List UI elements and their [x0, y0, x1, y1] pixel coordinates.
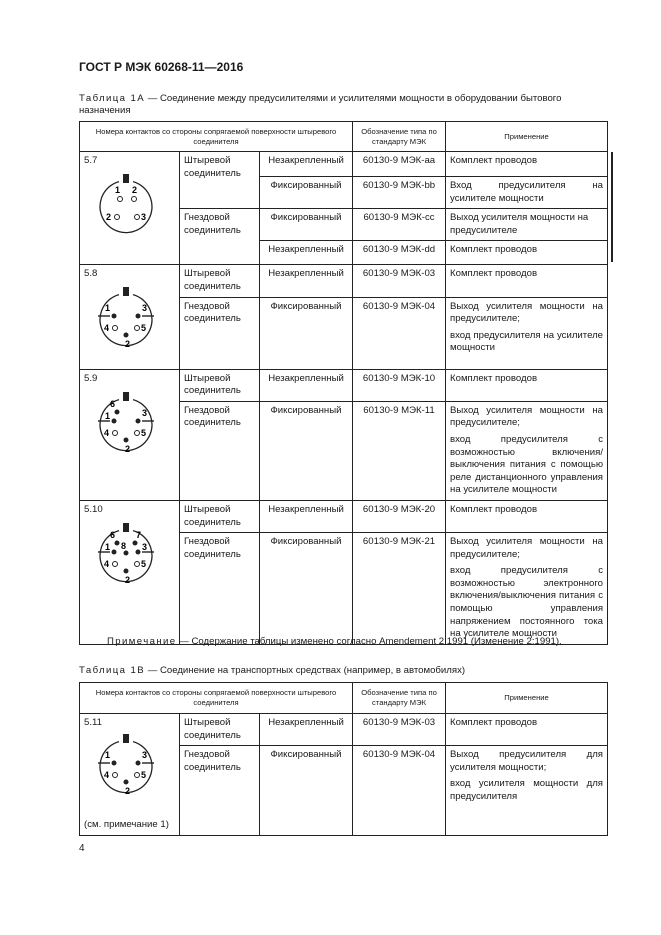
- connector-type: Гнездовой соединитель: [180, 746, 260, 836]
- diagram-footnote: (см. примечание 1): [84, 818, 169, 830]
- usage-line: Выход усилителя мощности на предусилителе;: [450, 536, 604, 560]
- usage-line: вход усилителя мощности для предусилителя: [450, 778, 604, 802]
- pin-label: 1: [105, 303, 111, 314]
- fixing-type: Незакрепленный: [260, 500, 353, 532]
- table-row: [80, 500, 608, 532]
- table-row: [80, 152, 608, 177]
- pin-label: 3: [142, 541, 148, 552]
- fixing-type: Фиксированный: [260, 177, 353, 209]
- table-row: [80, 369, 608, 401]
- pin-label: 4: [104, 323, 110, 334]
- pin-label: 2: [125, 574, 131, 585]
- pin-label: 2: [125, 786, 131, 796]
- pin-label: 3: [141, 212, 147, 222]
- usage: [446, 401, 608, 500]
- table-1b-caption: [79, 665, 609, 677]
- fixing-type: Незакрепленный: [260, 265, 353, 297]
- connector-type: Гнездовой соединитель: [180, 401, 260, 500]
- pin-label: 3: [142, 303, 148, 314]
- pin-diagram-5-7: [92, 174, 162, 236]
- header-usage: Применение: [446, 122, 608, 152]
- fixing-type: Незакрепленный: [260, 714, 353, 746]
- fixing-type: Фиксированный: [260, 533, 353, 645]
- header-contacts: Номера контактов со стороны сопрягаемой поверхности штыревого соединителя: [80, 683, 353, 714]
- change-bar: [611, 152, 613, 262]
- fixing-type: Фиксированный: [260, 746, 353, 836]
- table-row: [80, 714, 608, 746]
- usage-line: вход предусилителя на усилителе мощности: [450, 329, 604, 354]
- fixing-type: Незакрепленный: [260, 369, 353, 401]
- pin-label: 2: [106, 212, 112, 222]
- pin-label: 4: [104, 770, 110, 780]
- pin-label: 4: [104, 558, 110, 569]
- type-code: 60130-9 МЭК-04: [353, 746, 446, 836]
- connector-type: Штыревой соединитель: [180, 714, 260, 746]
- type-code: 60130-9 МЭК-10: [353, 369, 446, 401]
- connector-type: Штыревой соединитель: [180, 369, 260, 401]
- document-header: ГОСТ Р МЭК 60268-11—2016: [79, 60, 244, 74]
- usage: Комплект проводов: [446, 265, 608, 297]
- fixing-type: Незакрепленный: [260, 241, 353, 265]
- pin-label: 6: [110, 398, 116, 409]
- usage: Комплект проводов: [446, 241, 608, 265]
- group-number: 5.10: [84, 503, 103, 515]
- usage: Комплект проводов: [446, 714, 608, 746]
- cell-pin-diagram-5-11: [80, 714, 180, 836]
- pin-label: 1: [105, 410, 111, 421]
- pin-label: 4: [104, 427, 110, 438]
- usage-line: вход предусилителя с возможностью включения/выключения питания с помощью реле дистанционного управления на усилителе мощности: [450, 433, 604, 496]
- usage: Комплект проводов: [446, 152, 608, 177]
- pin-label: 3: [142, 750, 148, 760]
- usage: Комплект проводов: [446, 369, 608, 401]
- note-text: — Содержание таблицы изменено согласно Amendement 2:1991 (Изменение 2:1991).: [179, 636, 562, 647]
- cell-pin-diagram-5-8: [80, 265, 180, 369]
- header-type: Обозначение типа по стандарту МЭК: [353, 683, 446, 714]
- table-1b-caption-text: — Соединение на транспортных средствах (например, в автомобилях): [147, 665, 466, 676]
- header-usage: Применение: [446, 683, 608, 714]
- pin-diagram-5-10: [92, 523, 162, 589]
- pin-label: 2: [125, 339, 131, 350]
- connector-type: Штыревой соединитель: [180, 265, 260, 297]
- pin-label: 5: [141, 427, 147, 438]
- table-1b: [79, 682, 608, 836]
- pin-diagram-5-8: [92, 287, 162, 353]
- group-number: 5.11: [84, 717, 102, 728]
- cell-pin-diagram-5-9: [80, 369, 180, 500]
- pin-label: 5: [141, 770, 147, 780]
- type-code: 60130-9 МЭК-21: [353, 533, 446, 645]
- header-contacts: Номера контактов со стороны сопрягаемой поверхности штыревого соединителя: [80, 122, 353, 152]
- fixing-type: Незакрепленный: [260, 152, 353, 177]
- page-number: 4: [79, 843, 85, 854]
- type-code: 60130-9 МЭК-03: [353, 714, 446, 746]
- type-code: 60130-9 МЭК-03: [353, 265, 446, 297]
- connector-type: Гнездовой соединитель: [180, 209, 260, 265]
- pin-label: 2: [125, 443, 131, 454]
- pin-label: 5: [141, 558, 147, 569]
- usage: [446, 746, 608, 836]
- usage: [446, 297, 608, 369]
- usage: Вход предусилителя на усилителе мощности: [446, 177, 608, 209]
- cell-pin-diagram-5-7: [80, 152, 180, 265]
- group-number: 5.9: [84, 372, 98, 384]
- type-code: 60130-9 МЭК-bb: [353, 177, 446, 209]
- connector-type: Гнездовой соединитель: [180, 533, 260, 645]
- usage-line: Выход предусилителя для усилителя мощности;: [450, 749, 604, 773]
- pin-label: 1: [115, 185, 121, 195]
- pin-label: 7: [136, 529, 142, 540]
- connector-type: Гнездовой соединитель: [180, 297, 260, 369]
- header-type: Обозначение типа по стандарту МЭК: [353, 122, 446, 152]
- group-number: 5.7: [84, 155, 98, 166]
- cell-pin-diagram-5-10: [80, 500, 180, 644]
- table-1a-caption: [79, 93, 609, 117]
- table-1a-caption-text: — Соединение между предусилителями и усилителями мощности в оборудовании бытового назначения: [79, 93, 562, 116]
- type-code: 60130-9 МЭК-dd: [353, 241, 446, 265]
- type-code: 60130-9 МЭК-04: [353, 297, 446, 369]
- pin-label: 5: [141, 323, 147, 334]
- type-code: 60130-9 МЭК-сс: [353, 209, 446, 241]
- table-1a-caption-prefix: Таблица 1А: [79, 93, 146, 104]
- type-code: 60130-9 МЭК-20: [353, 500, 446, 532]
- type-code: 60130-9 МЭК-11: [353, 401, 446, 500]
- pin-diagram-5-11: [92, 734, 162, 800]
- pin-label: 8: [121, 540, 127, 551]
- fixing-type: Фиксированный: [260, 209, 353, 241]
- usage: [446, 533, 608, 645]
- pin-diagram-5-9: [92, 392, 162, 458]
- connector-type: Штыревой соединитель: [180, 152, 260, 209]
- pin-label: 3: [142, 407, 148, 418]
- connector-type: Штыревой соединитель: [180, 500, 260, 532]
- table-1b-caption-prefix: Таблица 1В: [79, 665, 146, 676]
- table-note: [107, 636, 607, 648]
- usage-line: Выход усилителя мощности на предусилителе;: [450, 300, 604, 325]
- table-row: [80, 265, 608, 297]
- usage-line: Выход усилителя мощности на предусилителе;: [450, 404, 604, 429]
- fixing-type: Фиксированный: [260, 401, 353, 500]
- type-code: 60130-9 МЭК-аа: [353, 152, 446, 177]
- fixing-type: Фиксированный: [260, 297, 353, 369]
- pin-label: 6: [110, 529, 116, 540]
- pin-label: 1: [105, 541, 111, 552]
- table-1a: [79, 121, 608, 645]
- pin-label: 1: [105, 750, 111, 760]
- usage: Выход усилителя мощности на предусилителе: [446, 209, 608, 241]
- usage: Комплект проводов: [446, 500, 608, 532]
- usage-line: вход предусилителя с возможностью электронного включения/выключения питания с помощью управления напряжением постоянного тока на усилителе мощности: [450, 565, 604, 640]
- note-label: Примечание: [107, 636, 177, 647]
- pin-label: 2: [132, 185, 138, 195]
- group-number: 5.8: [84, 268, 98, 280]
